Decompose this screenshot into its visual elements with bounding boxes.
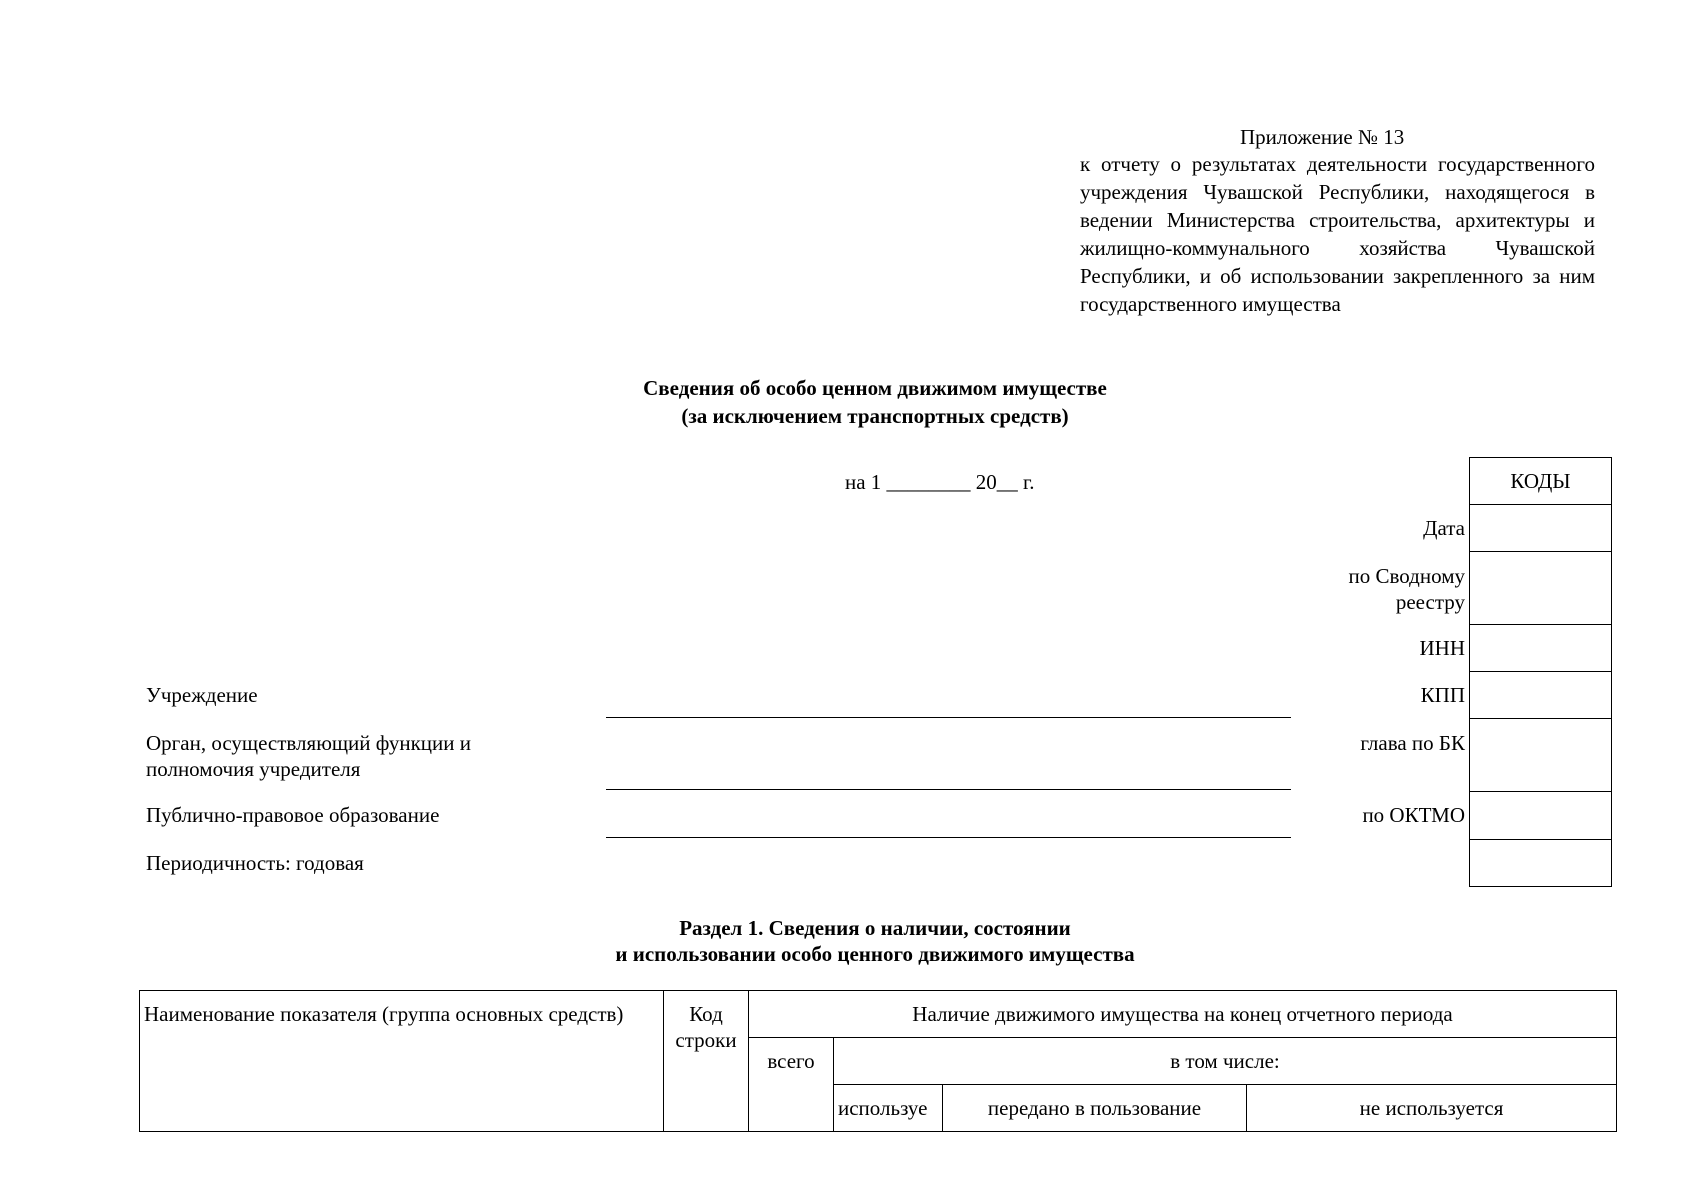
appendix-text: к отчету о результатах деятельности государственного учреждения Чувашской Республики, находящегося в ведении Министерства строительства, архитектуры и жилищно-коммунального хозяйства Чувашской Республики, и об использовании закрепленного за ним государственного имущества	[1080, 152, 1595, 316]
codes-header: КОДЫ	[1469, 457, 1612, 505]
code-periodicity-cell[interactable]	[1469, 840, 1612, 887]
header-including: в том числе:	[834, 1038, 1617, 1085]
section-1-title	[350, 915, 1400, 967]
document-title-line-2: (за исключением транспортных средств)	[681, 404, 1069, 428]
founder-fill-line[interactable]	[606, 789, 1291, 790]
public-entity-fill-line[interactable]	[606, 837, 1291, 838]
label-public-entity: Публично-правовое образование	[146, 803, 440, 827]
section-1-title-line-1: Раздел 1. Сведения о наличии, состоянии	[679, 916, 1071, 940]
label-institution: Учреждение	[146, 683, 258, 707]
code-oktmo-cell[interactable]	[1469, 792, 1612, 840]
header-transferred: передано в пользование	[943, 1085, 1247, 1132]
code-registry-cell[interactable]	[1469, 552, 1612, 625]
label-oktmo: по ОКТМО	[1362, 803, 1465, 827]
header-indicator-name: Наименование показателя (группа основных средств)	[140, 991, 664, 1132]
header-used: используе	[834, 1085, 943, 1132]
code-date-cell[interactable]	[1469, 504, 1612, 552]
label-chapter: глава по БК	[1360, 731, 1465, 755]
label-registry-line-1: по Сводному	[1348, 564, 1465, 588]
label-registry-line-2: реестру	[1395, 590, 1465, 614]
label-date: Дата	[1423, 516, 1465, 540]
document-title	[350, 374, 1400, 430]
header-total: всего	[749, 1038, 834, 1132]
label-inn: ИНН	[1419, 636, 1465, 660]
property-table	[139, 990, 1617, 1132]
institution-fill-line[interactable]	[606, 717, 1291, 718]
report-date-line: на 1 ________ 20__ г.	[845, 470, 1035, 494]
document-title-line-1: Сведения об особо ценном движимом имуществе	[643, 376, 1107, 400]
label-founder-line-1: Орган, осуществляющий функции и	[146, 731, 472, 755]
header-line-code: Код строки	[664, 991, 749, 1132]
code-chapter-cell[interactable]	[1469, 719, 1612, 792]
label-periodicity: Периодичность: годовая	[146, 851, 364, 875]
codes-box	[1469, 457, 1612, 888]
appendix-title: Приложение № 13	[1240, 125, 1405, 149]
header-not-used: не используется	[1247, 1085, 1617, 1132]
section-1-title-line-2: и использовании особо ценного движимого имущества	[615, 942, 1135, 966]
header-availability: Наличие движимого имущества на конец отчетного периода	[749, 991, 1617, 1038]
code-kpp-cell[interactable]	[1469, 672, 1612, 719]
label-kpp: КПП	[1420, 683, 1465, 707]
code-inn-cell[interactable]	[1469, 625, 1612, 672]
label-founder-line-2: полномочия учредителя	[146, 757, 361, 781]
